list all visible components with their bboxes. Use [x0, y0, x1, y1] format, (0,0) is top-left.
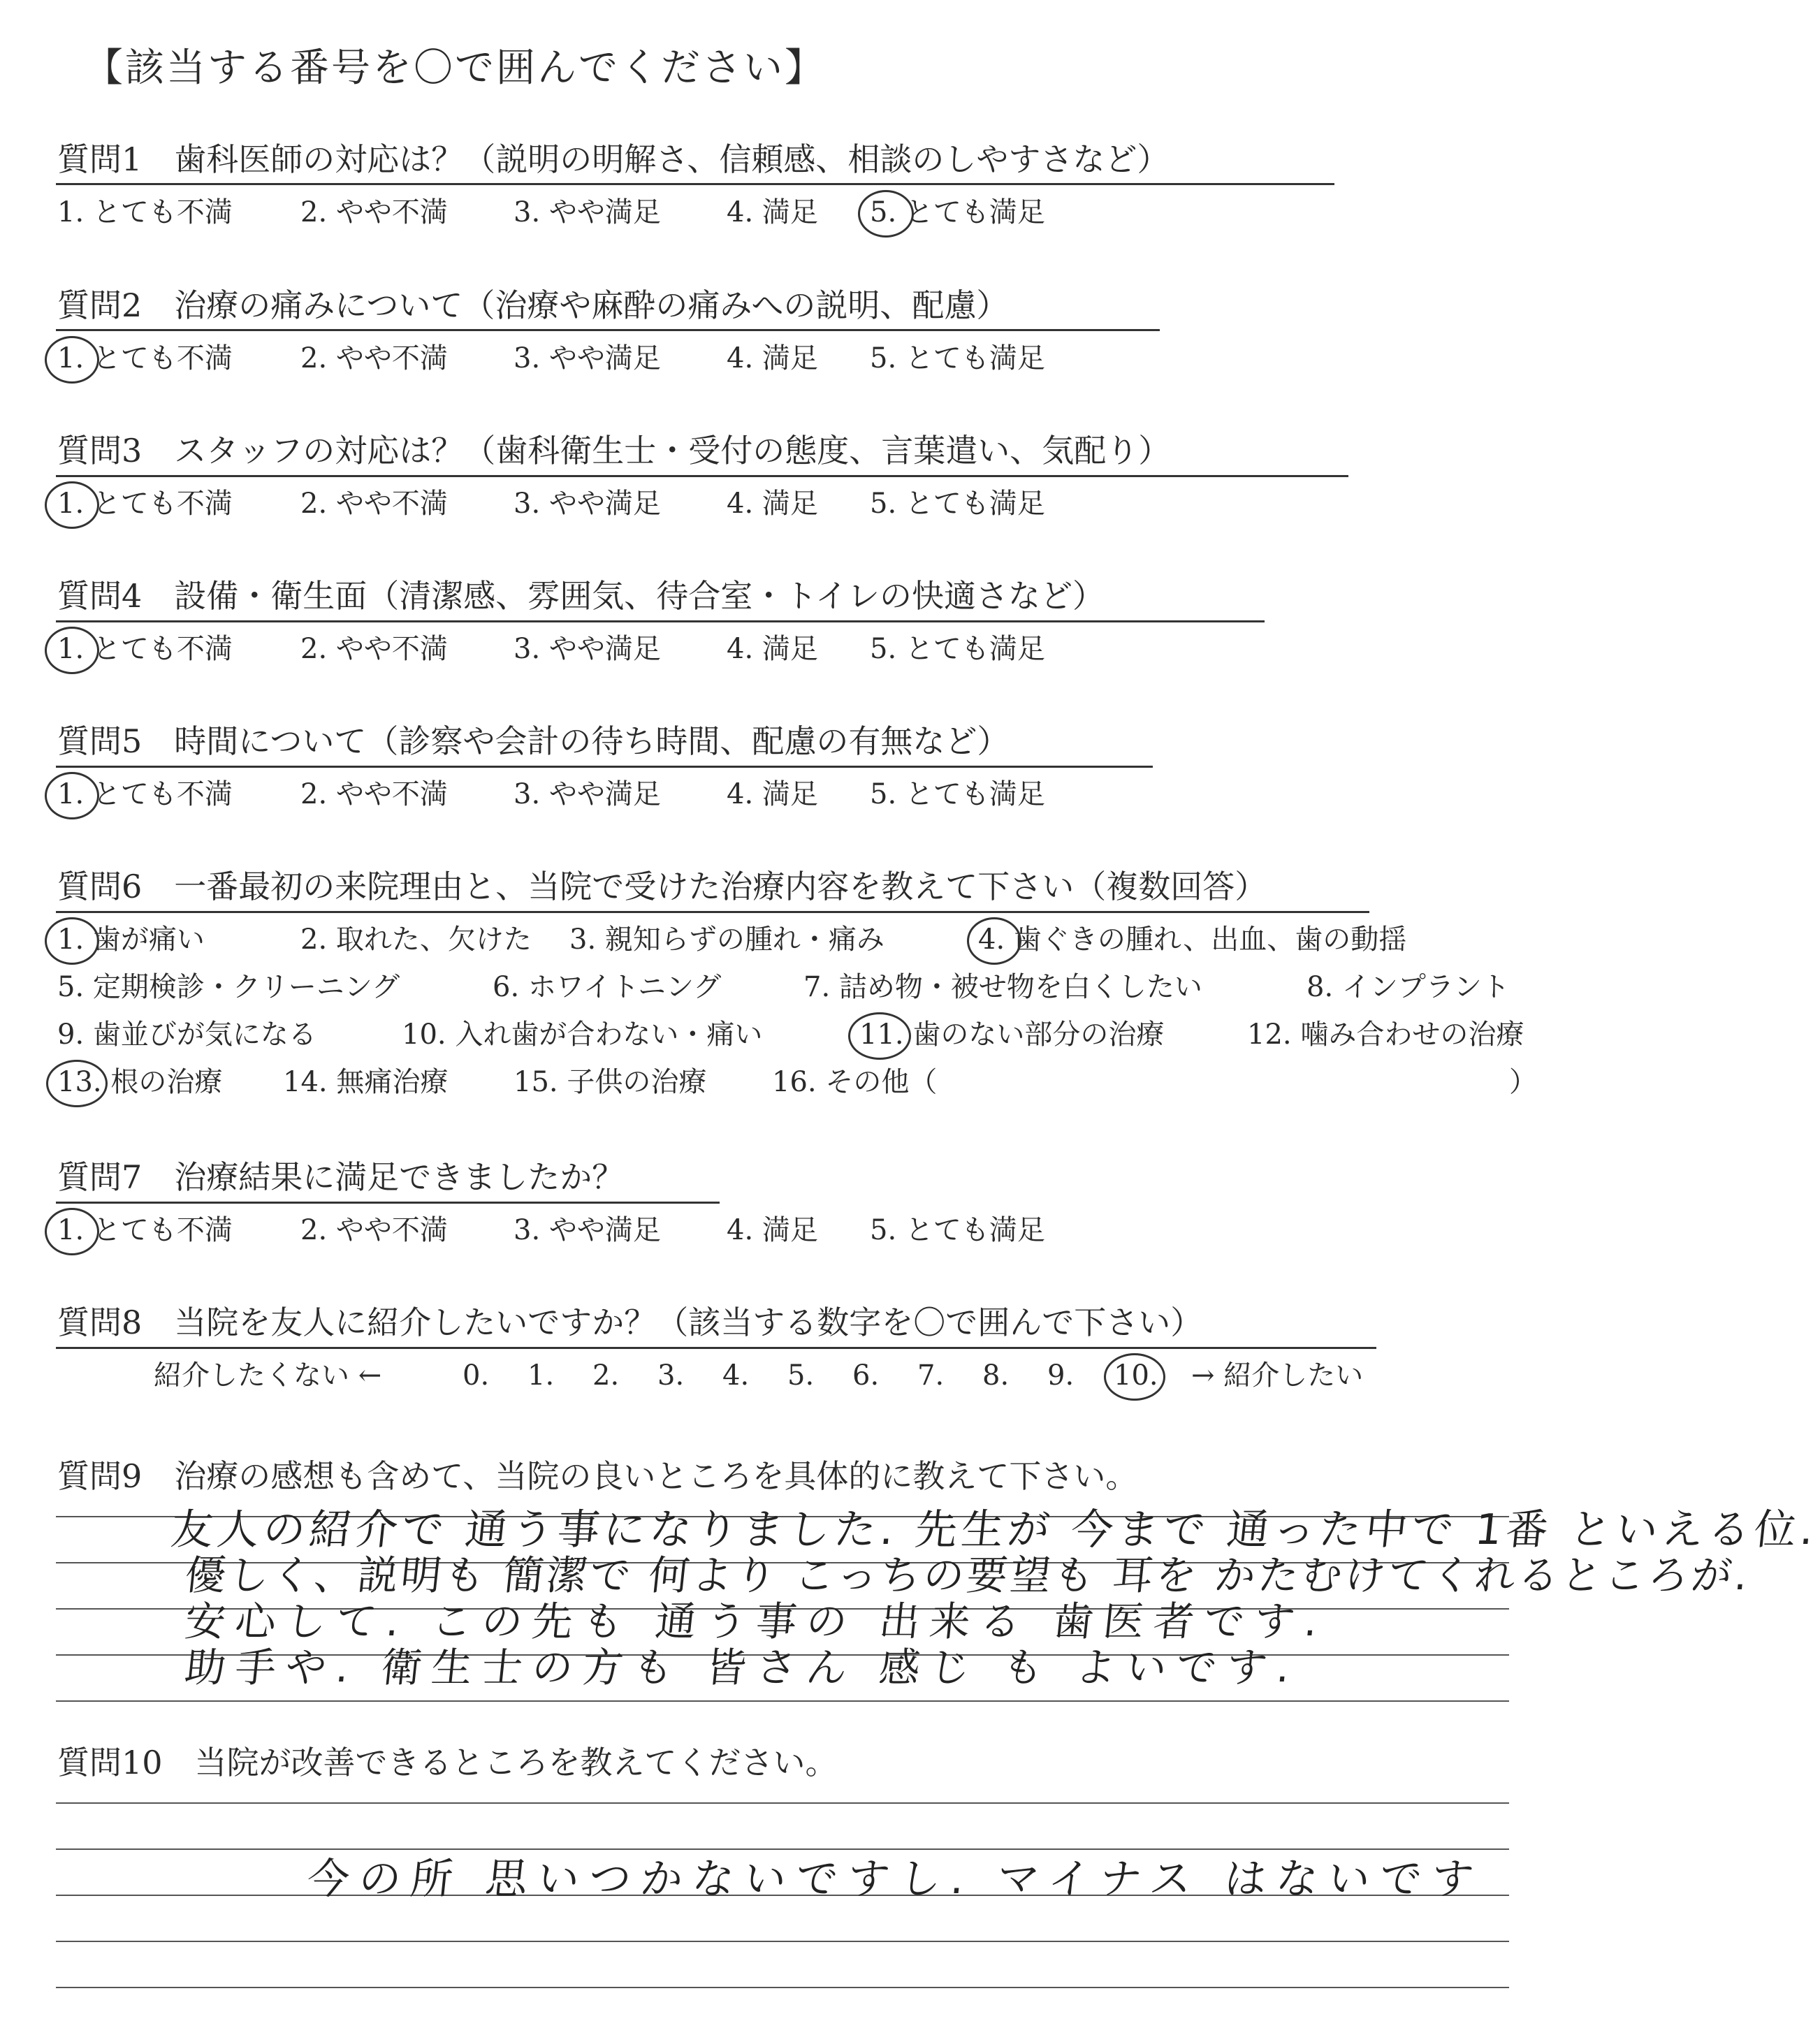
q7-option-4[interactable]: 4. 満足	[727, 1214, 818, 1246]
q3-option-3[interactable]: 3. やや満足	[514, 488, 661, 520]
q2-option-3[interactable]: 3. やや満足	[514, 342, 661, 374]
selection-circle	[848, 1012, 911, 1060]
q7-option-3[interactable]: 3. やや満足	[514, 1214, 661, 1246]
handwritten-answer-line: 助手や. 衛生士の方も 皆さん 感じ も よいです.	[182, 1644, 1302, 1691]
q8-option-0[interactable]: 0.	[463, 1359, 490, 1392]
question-7: 質問7 治療結果に満足できましたか？	[57, 1158, 625, 1196]
q8-label-low: 紹介したくない ←	[154, 1359, 382, 1392]
q8-option-2[interactable]: 2.	[592, 1359, 620, 1392]
handwritten-answer-line: 今の所 思いつかないですし. マイナス はないです	[305, 1855, 1486, 1904]
underline	[56, 766, 1153, 768]
q6-option-2[interactable]: 2. 取れた、欠けた	[300, 924, 532, 956]
question-6: 質問6 一番最初の来院理由と、当院で受けた治療内容を教えて下さい（複数回答）	[57, 868, 1267, 905]
q7-option-5[interactable]: 5. とても満足	[870, 1214, 1045, 1246]
q3-option-2[interactable]: 2. やや不満	[300, 488, 448, 520]
q4-option-5[interactable]: 5. とても満足	[870, 633, 1045, 665]
q8-option-9[interactable]: 9.	[1047, 1359, 1075, 1392]
question-4: 質問4 設備・衛生面（清潔感、雰囲気、待合室・トイレの快適さなど）	[57, 577, 1105, 615]
selection-circle	[45, 481, 99, 529]
q5-option-3[interactable]: 3. やや満足	[514, 778, 661, 810]
q5-option-2[interactable]: 2. やや不満	[300, 778, 448, 810]
q2-option-2[interactable]: 2. やや不満	[300, 342, 448, 374]
selection-circle	[45, 1208, 99, 1255]
q4-option-3[interactable]: 3. やや満足	[514, 633, 661, 665]
underline	[56, 911, 1369, 913]
selection-circle	[45, 336, 99, 384]
q6-option-6[interactable]: 6. ホワイトニング	[493, 971, 722, 1003]
q8-option-6[interactable]: 6.	[852, 1359, 880, 1392]
page-title: 【該当する番号を〇で囲んでください】	[84, 45, 826, 91]
underline	[56, 1347, 1376, 1349]
q8-option-4[interactable]: 4.	[722, 1359, 750, 1392]
handwritten-answer-line: 友人の紹介で 通う事になりました. 先生が 今まで 通った中で 1番 といえる位.	[168, 1505, 1820, 1554]
underline	[56, 1202, 720, 1204]
q6-option-14[interactable]: 14. 無痛治療	[283, 1066, 449, 1098]
answer-line	[56, 1802, 1509, 1804]
selection-circle	[46, 1060, 108, 1107]
q6-option-1[interactable]: 1. 歯が痛い	[57, 924, 205, 956]
answer-line	[56, 1848, 1509, 1850]
q6-option-9[interactable]: 9. 歯並びが気になる	[57, 1019, 316, 1051]
q1-option-5[interactable]: 5. とても満足	[870, 196, 1045, 228]
q2-option-1[interactable]: 1. とても不満	[57, 342, 233, 374]
q6-option-12[interactable]: 12. 噛み合わせの治療	[1247, 1019, 1524, 1051]
q3-option-1[interactable]: 1. とても不満	[57, 488, 233, 520]
q6-option-8[interactable]: 8. インプラント	[1306, 971, 1510, 1003]
q1-option-2[interactable]: 2. やや不満	[300, 196, 448, 228]
q7-option-2[interactable]: 2. やや不満	[300, 1214, 448, 1246]
q7-option-1[interactable]: 1. とても不満	[57, 1214, 233, 1246]
q4-option-1[interactable]: 1. とても不満	[57, 633, 233, 665]
q6-option-5[interactable]: 5. 定期検診・クリーニング	[57, 971, 400, 1003]
selection-circle	[45, 917, 99, 965]
q8-label-high: → 紹介したい	[1191, 1359, 1364, 1392]
q6-option-15[interactable]: 15. 子供の治療	[514, 1066, 707, 1098]
underline	[56, 475, 1348, 477]
q6-option-7[interactable]: 7. 詰め物・被せ物を白くしたい	[803, 971, 1202, 1003]
q8-option-5[interactable]: 5.	[787, 1359, 815, 1392]
question-2: 質問2 治療の痛みについて（治療や麻酔の痛みへの説明、配慮）	[57, 286, 1009, 324]
q6-option-11[interactable]: 11. 歯のない部分の治療	[859, 1019, 1165, 1051]
q8-option-3[interactable]: 3.	[657, 1359, 685, 1392]
answer-line	[56, 1700, 1509, 1702]
selection-circle	[967, 917, 1021, 965]
q1-option-1[interactable]: 1. とても不満	[57, 196, 233, 228]
q3-option-5[interactable]: 5. とても満足	[870, 488, 1045, 520]
question-10: 質問10 当院が改善できるところを教えてください。	[57, 1744, 838, 1781]
question-1: 質問1 歯科医師の対応は？（説明の明解さ、信頼感、相談のしやすさなど）	[57, 140, 1170, 178]
selection-circle	[858, 190, 914, 238]
q5-option-1[interactable]: 1. とても不満	[57, 778, 233, 810]
q6-option-3[interactable]: 3. 親知らずの腫れ・痛み	[569, 924, 884, 956]
q5-option-4[interactable]: 4. 満足	[727, 778, 818, 810]
q8-option-7[interactable]: 7.	[917, 1359, 945, 1392]
q8-option-8[interactable]: 8.	[982, 1359, 1010, 1392]
q5-option-5[interactable]: 5. とても満足	[870, 778, 1045, 810]
q4-option-2[interactable]: 2. やや不満	[300, 633, 448, 665]
answer-line	[56, 1987, 1509, 1988]
answer-line	[56, 1941, 1509, 1942]
q6-option-13[interactable]: 13. 根の治療	[57, 1066, 223, 1098]
underline	[56, 329, 1160, 331]
selection-circle	[1104, 1353, 1165, 1401]
question-3: 質問3 スタッフの対応は？（歯科衛生士・受付の態度、言葉遣い、気配り）	[57, 432, 1171, 469]
underline	[56, 620, 1265, 622]
q1-option-4[interactable]: 4. 満足	[727, 196, 818, 228]
selection-circle	[45, 772, 99, 819]
q1-option-3[interactable]: 3. やや満足	[514, 196, 661, 228]
q6-option-4[interactable]: 4. 歯ぐきの腫れ、出血、歯の動揺	[978, 924, 1407, 956]
q6-option-10[interactable]: 10. 入れ歯が合わない・痛い	[402, 1019, 763, 1051]
q3-option-4[interactable]: 4. 満足	[727, 488, 818, 520]
q6-other-close-paren: ）	[1509, 1066, 1537, 1098]
q8-option-10[interactable]: 10.	[1114, 1359, 1158, 1392]
q8-option-1[interactable]: 1.	[527, 1359, 555, 1392]
q2-option-5[interactable]: 5. とても満足	[870, 342, 1045, 374]
question-9: 質問9 治療の感想も含めて、当院の良いところを具体的に教えて下さい。	[57, 1457, 1138, 1495]
selection-circle	[45, 627, 99, 674]
handwritten-answer-line: 優しく、説明も 簡潔で 何より こっちの要望も 耳を かたむけてくれるところが.	[182, 1552, 1753, 1599]
q2-option-4[interactable]: 4. 満足	[727, 342, 818, 374]
q4-option-4[interactable]: 4. 満足	[727, 633, 818, 665]
question-5: 質問5 時間について（診察や会計の待ち時間、配慮の有無など）	[57, 722, 1010, 760]
question-8: 質問8 当院を友人に紹介したいですか？（該当する数字を〇で囲んで下さい）	[57, 1304, 1203, 1341]
handwritten-answer-line: 安心して. この先も 通う事の 出来る 歯医者です.	[182, 1598, 1330, 1645]
underline	[56, 183, 1334, 185]
q6-option-16[interactable]: 16. その他（	[772, 1066, 938, 1098]
